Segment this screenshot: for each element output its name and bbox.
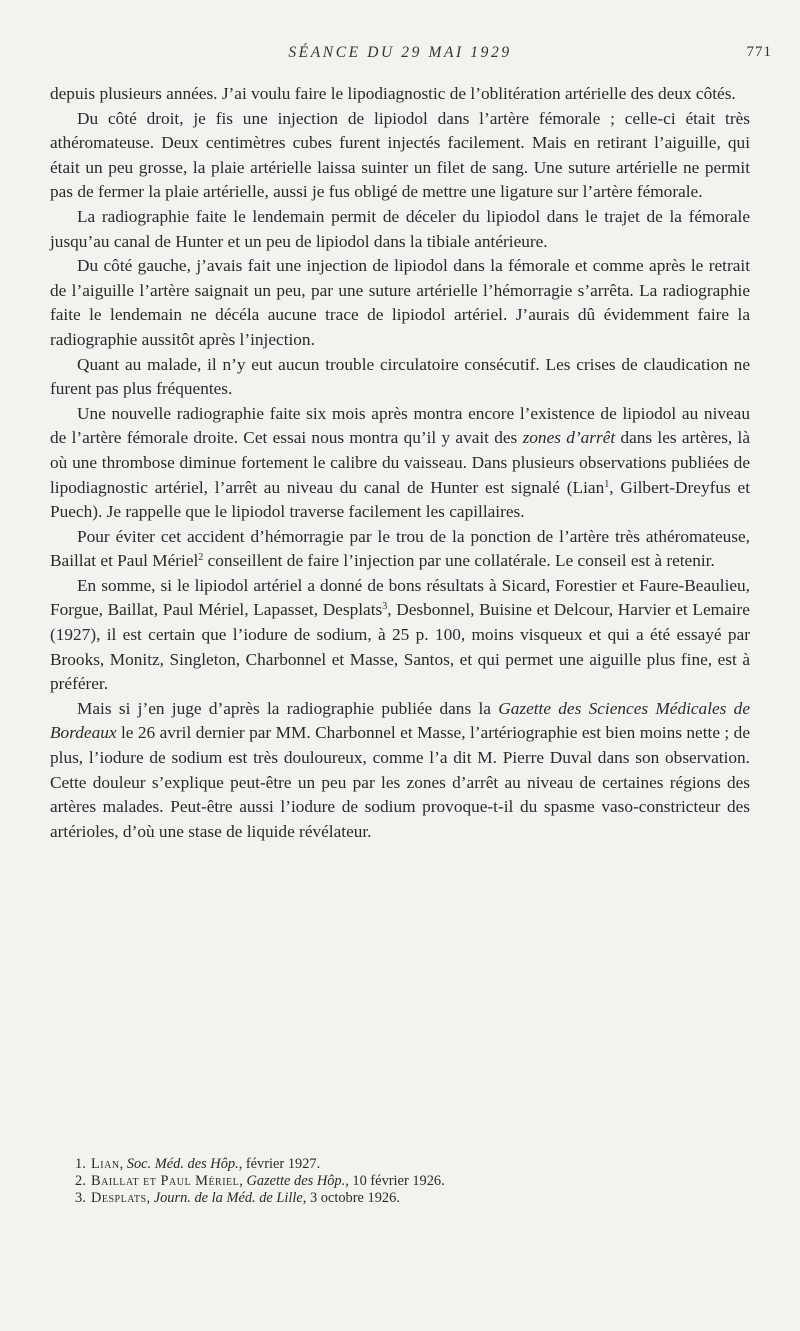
paragraph-7 [50,525,750,574]
footnote-ref-2[interactable]: 2 [198,552,204,564]
paragraph-9 [50,697,750,845]
footnote-ref-3[interactable]: 3 [382,601,388,613]
paragraph-7-text-a: Pour éviter cet accident d’hémorragie par le trou de la ponction de l’artère très athéromateuse, Baillat et Paul Mériel [50,526,750,571]
paragraph-8-text-a: En somme, si le lipiodol artériel a donné de bons résultats à Sicard, Forestier et Faure-Beaulieu, Forgue, Baillat, Paul Mériel, Lapasset, Desplats [50,575,750,620]
paragraph-1-text: depuis plusieurs années. J’ai voulu faire le lipodiagnostic de l’oblitération artérielle des deux côtés. [50,84,736,103]
paragraph-6-text-b: dans les artères, là où une thrombose diminue fortement le calibre du vaisseau. Dans plusieurs observations publiées de lipodiagnostic artériel, l’arrêt au niveau du canal de Hunter est signalé (Lian [50,428,750,497]
journal-title: Gazette des Sciences Médicales de Bordeaux [50,698,750,743]
paragraph-9-text-b: le 26 avril dernier par MM. Charbonnel et Masse, l’artériographie est bien moins nette ; de plus, l’iodure de sodium est très douloureux, comme l’a dit M. Pierre Duval dans son observation. Cette douleur s’explique peut-être un peu par les zones d’arrêt au niveau de certaines régions des artères malades. Peut-être aussi l’iodure de sodium provoque-t-il du spasme vaso-constricteur des artérioles, d’où une stase de liquide révélateur. [50,723,750,841]
paragraph-3 [50,205,750,254]
paragraph-9-text-a: Mais si j’en juge d’après la radiographie publiée dans la [77,698,499,718]
paragraph-8 [50,574,750,697]
paragraph-8-text-b: , Desbonnel, Buisine et Delcour, Harvier et Lemaire (1927), il est certain que l’iodure de sodium, à 25 p. 100, moins visqueux et qui a été essayé par Brooks, Monitz, Singleton, Charbonnel et Masse, Santos, et qui permet une aiguille plus fine, est à préférer. [50,600,750,694]
footnote-date: , février 1927. [238,1156,321,1172]
paragraph-6 [50,402,750,525]
footnote-date: , 10 février 1926. [345,1173,445,1189]
footnote-number: 3. [75,1190,86,1206]
page-header [50,44,772,68]
paragraph-7-text-b: conseillent de faire l’injection par une collatérale. Le conseil est à retenir. [203,551,715,571]
paragraph-5 [50,353,750,402]
paragraph-4-text: Du côté gauche, j’avais fait une injection de lipiodol dans la fémorale et comme après le retrait de l’aiguille l’artère saignait un peu, par une suture artérielle l’hémorragie s’arrêta. La radiographie faite le lendemain ne décéla aucune trace de lipiodol artériel. J’aurais dû évidemment faire la radiographie aussitôt après l’injection. [50,256,750,349]
footnote-2: 2. Baillat et Paul Mériel, Gazette des Hôp., 10 février 1926. [75,1173,445,1189]
paragraph-2-text: Du côté droit, je fis une injection de lipiodol dans l’artère fémorale ; celle-ci était très athéromateuse. Deux centimètres cubes furent injectés facilement. Mais en retirant l’aiguille, qui était un peu grosse, la plaie artérielle laissa suinter un filet de sang. Une suture artérielle ne permit pas de fermer la plaie artérielle, aussi je fus obligé de mettre une ligature sur l’artère fémorale. [50,108,750,202]
footnote-number: 2. [75,1173,86,1189]
footnote-ref-1[interactable]: 1 [604,478,610,490]
paragraph-6-text-c: , Gilbert-Dreyfus et Puech). Je rappelle que le lipiodol traverse facilement les capillaires. [50,477,750,522]
body-text [50,82,750,844]
footnote-source: Soc. Méd. des Hôp. [126,1156,239,1172]
page-number: 771 [746,44,772,60]
paragraph-2 [50,107,750,205]
paragraph-1 [50,82,750,107]
paragraph-6-text-a: Une nouvelle radiographie faite six mois après montra encore l’existence de lipiodol au niveau de l’artère fémorale droite. Cet essai nous montra qu’il y avait des [50,403,750,448]
footnote-number: 1. [75,1156,86,1172]
footnotes [75,1156,735,1207]
footnote-source: Gazette des Hôp. [246,1173,346,1189]
footnote-source: Journ. de la Méd. de Lille [153,1190,303,1206]
footnote-author: Lian [91,1156,120,1172]
paragraph-3-text: La radiographie faite le lendemain permit de déceler du lipiodol dans le trajet de la fémorale jusqu’au canal de Hunter et un peu de lipiodol dans la tibiale antérieure. [50,206,750,251]
paragraph-4 [50,254,750,352]
footnote-3: 3. Desplats, Journ. de la Méd. de Lille, 3 octobre 1926. [75,1190,400,1206]
footnote-date: , 3 octobre 1926. [302,1190,400,1206]
running-title: SÉANCE DU 29 MAI 1929 [288,44,512,61]
footnote-author: Desplats [91,1190,147,1206]
paragraph-5-text: Quant au malade, il n’y eut aucun trouble circulatoire consécutif. Les crises de claudication ne furent pas plus fréquentes. [50,354,750,399]
footnote-1: 1. Lian, Soc. Méd. des Hôp., février 1927. [75,1156,321,1172]
italic-phrase: zones d’arrêt [522,428,616,448]
footnote-author: Baillat et Paul Mériel [91,1173,240,1189]
